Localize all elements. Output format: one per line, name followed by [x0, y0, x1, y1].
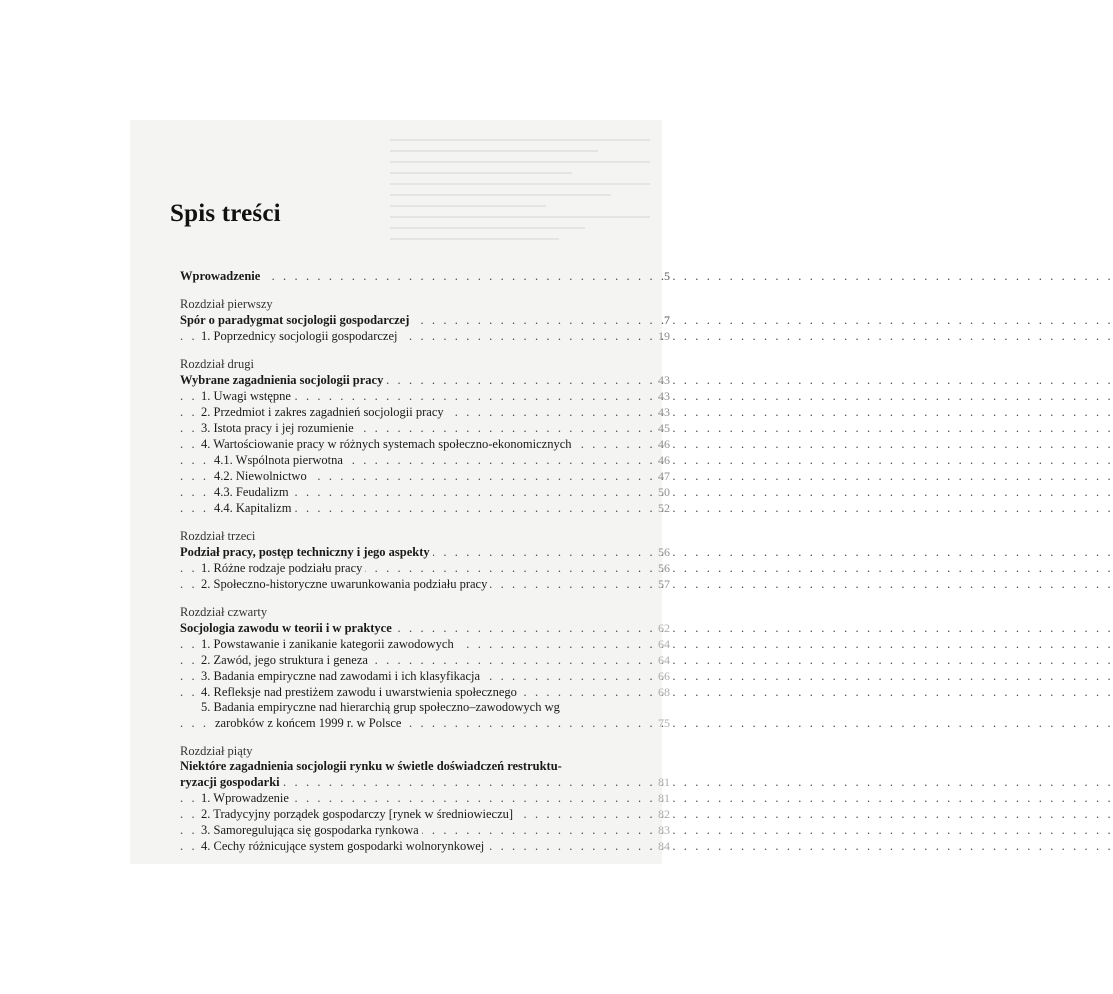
chapter-label: [180, 743, 636, 759]
page-number: 64: [658, 637, 670, 651]
page-number: 45: [658, 421, 670, 435]
page-number: 82: [658, 807, 670, 821]
page-number: 84: [658, 839, 670, 853]
page-number: 75: [658, 716, 670, 730]
toc-entry: [180, 420, 636, 436]
page-number: 52: [658, 501, 670, 515]
toc-entry-text: Rozdział czwarty: [180, 605, 270, 619]
toc-entry: [180, 388, 636, 404]
toc-entry: [180, 436, 636, 452]
toc-entry: [180, 468, 636, 484]
toc-entry-text: Socjologia zawodu w teorii i w praktyce: [180, 621, 395, 635]
toc-entry-text: Spór o paradygmat socjologii gospodarczej: [180, 313, 412, 327]
toc-entry-text: Podział pracy, postęp techniczny i jego aspekty: [180, 545, 433, 559]
page-number: 83: [658, 823, 670, 837]
toc-entry-text: 4.4. Kapitalizm: [214, 501, 294, 515]
toc-entry: [180, 652, 636, 668]
toc-entry-text: 1. Wprowadzenie: [201, 791, 292, 805]
toc-entry: [180, 822, 636, 838]
toc-entry-text: 2. Zawód, jego struktura i geneza: [201, 653, 371, 667]
page-number: 7: [664, 313, 670, 327]
section-gap: [180, 284, 636, 296]
bleed-through-text: [390, 130, 650, 270]
toc-entry-text: Niektóre zagadnienia socjologii rynku w świetle doświadczeń restruktu-: [180, 759, 562, 773]
toc-entry: [180, 328, 636, 344]
book-page: [130, 120, 670, 864]
page-number: 19: [658, 329, 670, 343]
table-of-contents: [180, 268, 670, 854]
page-number: 43: [658, 373, 670, 387]
page-number: 46: [658, 437, 670, 451]
toc-entry-text: 2. Tradycyjny porządek gospodarczy [rynek w średniowieczu]: [201, 807, 516, 821]
toc-entry: [180, 838, 636, 854]
toc-entry-text: 4.3. Feudalizm: [214, 485, 292, 499]
page-number: 5: [664, 269, 670, 283]
toc-entry-text: Rozdział pierwszy: [180, 297, 276, 311]
toc-entry: [180, 684, 636, 700]
toc-entry-text: 4. Refleksje nad prestiżem zawodu i uwarstwienia społecznego: [201, 685, 520, 699]
page-number: 57: [658, 577, 670, 591]
toc-entry-text: 3. Badania empiryczne nad zawodami i ich klasyfikacja: [201, 669, 483, 683]
toc-entry: [180, 268, 636, 284]
page-number: 64: [658, 653, 670, 667]
page-number: 43: [658, 405, 670, 419]
toc-entry-text: 2. Przedmiot i zakres zagadnień socjologii pracy: [201, 405, 447, 419]
toc-entry: [180, 576, 636, 592]
toc-entry-text: 4.2. Niewolnictwo: [214, 469, 310, 483]
section-gap: [180, 592, 636, 604]
page-number: 56: [658, 545, 670, 559]
chapter-label: [180, 528, 636, 544]
page-number: 68: [658, 685, 670, 699]
toc-entry-text: Rozdział piąty: [180, 744, 256, 758]
page-number: 46: [658, 453, 670, 467]
toc-entry: [180, 636, 636, 652]
page-number: 50: [658, 485, 670, 499]
toc-entry-text: Wprowadzenie: [180, 269, 263, 283]
page-number: 62: [658, 621, 670, 635]
chapter-label: [180, 356, 636, 372]
toc-entry-text: 2. Społeczno-historyczne uwarunkowania podziału pracy: [201, 577, 490, 591]
toc-entry-wrapped: [180, 759, 636, 774]
chapter-title: [180, 620, 636, 636]
toc-entry: [180, 484, 636, 500]
toc-entry-wrapped: [180, 700, 636, 715]
chapter-title: [180, 544, 636, 560]
toc-entry-text: 1. Różne rodzaje podziału pracy: [201, 561, 365, 575]
chapter-title: [180, 372, 636, 388]
chapter-label: [180, 296, 636, 312]
toc-entry: [180, 560, 636, 576]
toc-entry: [180, 715, 636, 731]
toc-entry-text: Rozdział drugi: [180, 357, 257, 371]
toc-entry-text: 4. Cechy różnicujące system gospodarki wolnorynkowej: [201, 839, 487, 853]
section-gap: [180, 516, 636, 528]
toc-entry-text: 1. Uwagi wstępne: [201, 389, 294, 403]
page-number: 43: [658, 389, 670, 403]
toc-entry-text: 4.1. Wspólnota pierwotna: [214, 453, 346, 467]
chapter-title: [180, 774, 636, 790]
toc-entry-text: Wybrane zagadnienia socjologii pracy: [180, 373, 386, 387]
page-number: 81: [658, 791, 670, 805]
toc-entry-text: ryzacji gospodarki: [180, 775, 283, 789]
page-title: Spis treści: [170, 200, 281, 227]
chapter-label: [180, 604, 636, 620]
toc-entry: [180, 452, 636, 468]
toc-entry-text: Rozdział trzeci: [180, 529, 258, 543]
toc-entry-text: 5. Badania empiryczne nad hierarchią grup społeczno–zawodowych wg: [201, 700, 560, 714]
page-number: 56: [658, 561, 670, 575]
toc-entry-text: zarobków z końcem 1999 r. w Polsce: [215, 716, 404, 730]
page-number: 47: [658, 469, 670, 483]
toc-entry: [180, 500, 636, 516]
toc-entry-text: 3. Samoregulująca się gospodarka rynkowa: [201, 823, 422, 837]
toc-entry: [180, 668, 636, 684]
toc-entry: [180, 790, 636, 806]
page-number: 66: [658, 669, 670, 683]
toc-entry-text: 3. Istota pracy i jej rozumienie: [201, 421, 357, 435]
toc-entry-text: 4. Wartościowanie pracy w różnych systemach społeczno-ekonomicznych: [201, 437, 575, 451]
toc-entry: [180, 806, 636, 822]
section-gap: [180, 344, 636, 356]
toc-entry-text: 1. Poprzednicy socjologii gospodarczej: [201, 329, 400, 343]
page-number: 81: [658, 775, 670, 789]
toc-entry: [180, 404, 636, 420]
chapter-title: [180, 312, 636, 328]
toc-entry-text: 1. Powstawanie i zanikanie kategorii zawodowych: [201, 637, 457, 651]
section-gap: [180, 731, 636, 743]
